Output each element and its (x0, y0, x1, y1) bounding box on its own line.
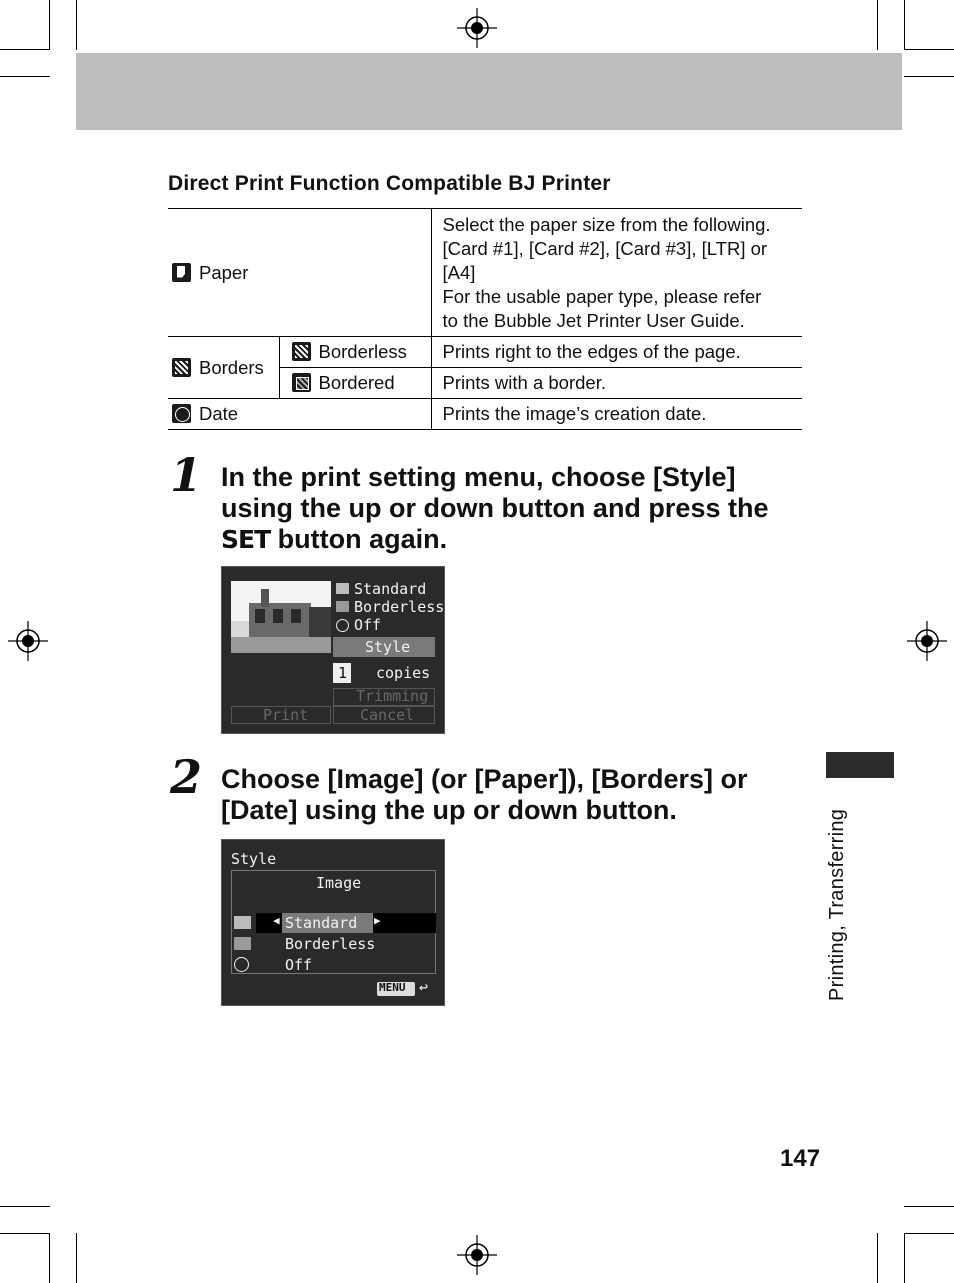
page-number: 147 (780, 1145, 821, 1172)
crop-mark (904, 1233, 905, 1283)
crop-mark (904, 1206, 954, 1207)
crop-mark (904, 76, 954, 77)
header-band (76, 53, 902, 130)
clock-icon (172, 404, 191, 423)
arrow-left-icon[interactable]: ◀ (273, 914, 280, 927)
borders-setting-icon (234, 937, 251, 950)
section-tab (826, 752, 894, 778)
description-line: [A4] (442, 261, 476, 283)
clock-icon (234, 957, 249, 972)
bordered-icon (292, 373, 311, 392)
borderless-setting-icon (336, 601, 349, 612)
camera-screen-style-menu (221, 839, 445, 1006)
registration-mark-icon (457, 1235, 497, 1275)
borders-icon (172, 358, 191, 377)
camera-screen-print-settings (221, 566, 445, 734)
bordered-description: Prints with a border. (431, 368, 802, 399)
bordered-cell (279, 368, 431, 399)
style-value: Standard (354, 580, 427, 598)
settings-table (168, 208, 802, 430)
crop-mark (0, 1233, 50, 1234)
crop-mark (0, 49, 50, 50)
cancel-label: Cancel (360, 706, 415, 724)
date-label: Date (199, 403, 239, 424)
photo-thumbnail (231, 581, 331, 653)
date-description: Prints the image’s creation date. (431, 399, 802, 430)
crop-mark (877, 1233, 878, 1283)
return-arrow-icon: ↩ (419, 978, 429, 996)
crop-mark (904, 0, 905, 50)
bordered-label: Bordered (318, 372, 395, 393)
borderless-cell (279, 337, 431, 368)
style-button-label: Style (365, 638, 411, 656)
crop-mark (76, 0, 77, 50)
table-row (168, 337, 802, 368)
table-row (168, 209, 802, 337)
arrow-right-icon[interactable]: ▶ (374, 914, 381, 927)
step-number: 1 (170, 448, 203, 502)
crop-mark (49, 1233, 50, 1283)
screen-title: Style (231, 850, 277, 868)
instruction-line: using the up or down button and press the (221, 493, 769, 523)
image-value: Standard (285, 914, 358, 932)
date-value: Off (285, 956, 313, 974)
crop-mark (0, 76, 50, 77)
crop-mark (76, 1233, 77, 1283)
borders-label: Borders (199, 356, 264, 378)
description-line: For the usable paper type, please refer (442, 285, 762, 307)
paper-label: Paper (199, 261, 249, 283)
section-title: Direct Print Function Compatible BJ Printer (168, 172, 611, 195)
table-row (168, 399, 802, 430)
instruction-text: button again. (270, 524, 448, 554)
borders-cell (168, 337, 279, 399)
borders-setting-icon (336, 583, 349, 594)
registration-mark-icon (457, 8, 497, 48)
image-type-icon (234, 916, 251, 929)
section-label: Printing, Transferring (826, 808, 848, 1001)
description-line: [Card #1], [Card #2], [Card #3], [LTR] or (442, 237, 768, 259)
instruction-line: [Date] using the up or down button. (221, 795, 677, 825)
paper-cell (168, 209, 431, 337)
print-label: Print (263, 706, 309, 724)
borderless-label: Borderless (318, 341, 407, 362)
borders-value: Borderless (354, 598, 445, 616)
crop-mark (904, 1233, 954, 1234)
clock-icon (336, 619, 349, 632)
crop-mark (49, 0, 50, 50)
instruction-line (221, 524, 811, 555)
paper-description (431, 209, 802, 337)
copies-count: 1 (338, 664, 348, 682)
set-button-label: SET (221, 525, 271, 554)
step-number: 2 (170, 750, 203, 804)
crop-mark (904, 49, 954, 50)
borderless-description: Prints right to the edges of the page. (431, 337, 802, 368)
column-heading: Image (316, 874, 362, 892)
step-instruction (221, 462, 811, 555)
trimming-label: Trimming (356, 687, 429, 705)
copies-label: copies (376, 664, 431, 682)
date-cell (168, 399, 431, 430)
description-line: Select the paper size from the following. (442, 213, 771, 235)
menu-label: MENU (379, 981, 406, 994)
registration-mark-icon (8, 621, 48, 661)
step-instruction (221, 764, 811, 826)
instruction-line: In the print setting menu, choose [Style] (221, 462, 736, 492)
date-value: Off (354, 616, 382, 634)
borderless-icon (292, 342, 311, 361)
registration-mark-icon (907, 621, 947, 661)
description-line: to the Bubble Jet Printer User Guide. (442, 309, 745, 331)
borders-value: Borderless (285, 935, 376, 953)
instruction-line: Choose [Image] (or [Paper]), [Borders] or (221, 764, 748, 794)
crop-mark (0, 1206, 50, 1207)
crop-mark (877, 0, 878, 50)
paper-icon (172, 263, 191, 282)
